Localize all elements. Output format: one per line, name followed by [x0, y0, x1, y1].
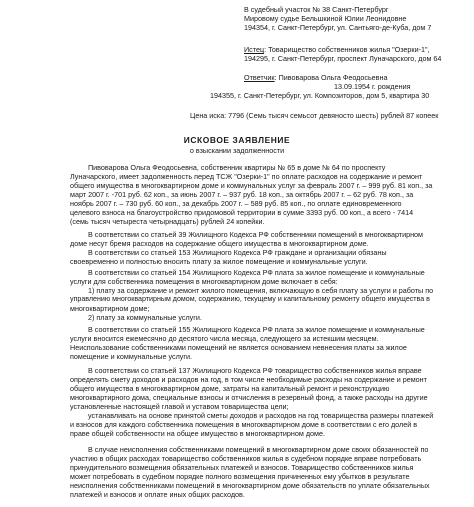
text-line: ноябрь 2007 г. – 730 руб. 60 коп., за декабрь 2007 г. – 589 руб. 85 коп., по оплате единовременного: [70, 199, 402, 208]
defendant-line: [244, 73, 472, 82]
text-line: праве общей собственности на общее имущество в многоквартирном доме.: [70, 429, 325, 438]
court-line: В судебный участок № 38 Санкт-Петербург: [244, 5, 389, 14]
text-line: своевременно и полностью вносить плату за жилое помещение и коммунальные услуги.: [70, 257, 368, 266]
text-line: управлению многоквартирным домом, содержанию, текущему и капитальному ремонту общего имущества в: [70, 295, 430, 303]
document-subtitle: о взыскании задолженности: [189, 146, 285, 155]
text-line: устанавливать на основе принятой сметы доходов и расходов на год товарищества размеры платежей: [88, 411, 434, 420]
text-line: услуги вносится ежемесячно до десятого числа месяца, следующего за истекшим месяцем.: [70, 334, 379, 343]
document-title: ИСКОВОЕ ЗАЯВЛЕНИЕ: [183, 135, 291, 145]
paragraph-debt: [70, 163, 434, 226]
plaintiff-line: [244, 45, 472, 54]
text-line: В соответствии со статьей 153 Жилищного Кодекса РФ граждане и организации обязаны: [88, 248, 387, 257]
text-line: принудительного возмещения обязательных платежей и взносов. Товарищество собственников жилья: [70, 463, 414, 472]
text-line: В соответствии со статьей 137 Жилищного Кодекса РФ товарищество собственников жилья вправе: [88, 366, 422, 375]
text-line: Луначарского, имеет задолженность перед ТСЖ "Озерки-1" по оплате расходов на содержание и ремонт: [70, 172, 423, 181]
text-line: 2) плату за коммунальные услуги.: [88, 313, 202, 322]
text-line: общего имущества в многоквартирном доме и коммунальных услуг за февраль 2007 г. – 999 руб. 81 коп., за: [70, 181, 433, 190]
defendant-birthdate: 13.09.1954 г. рождения: [334, 82, 411, 91]
paragraph-art137: [70, 366, 434, 438]
text-line: Неиспользование собственниками помещений не является основанием невнесения платы за жилое: [70, 343, 407, 352]
text-line: В случае неисполнения собственниками помещений в многоквартирном доме своих обязанностей по: [88, 445, 429, 454]
text-line: многоквартирного дома, специальные взносы и отчисления в резервный фонд, а также расходы на другие: [70, 393, 428, 402]
claim-price: Цена иска: 7796 (Семь тысяч семьсот девяносто шесть) рублей 87 копеек: [190, 111, 439, 120]
plaintiff-label: Истец: [244, 45, 265, 54]
paragraph-art155: [70, 325, 434, 361]
defendant-label: Ответчик: [244, 73, 275, 82]
text-line: Пивоварова Ольга Феодосьевна, собственник квартиры № 65 в доме № 64 по проспекту: [88, 163, 386, 172]
text-line: определять смету доходов и расходов на год, в том числе необходимые расходы на содержание и ремонт: [70, 375, 427, 384]
defendant-name: : Пивоварова Ольга Феодосьевна: [274, 73, 388, 82]
court-line: Мировому судье Бельшкиной Юлии Леонидовне: [244, 14, 407, 23]
text-line: помещение и коммунальные услуги.: [70, 352, 192, 361]
text-line: доме несут бремя расходов на содержание общего имущества в многоквартирном доме.: [70, 239, 369, 248]
text-line: март 2007 г. -701 руб. 62 коп., за июнь 2007 г. – 937 руб. 18 коп., за октябрь 2007 г. – 62 руб. 78 коп., за: [70, 190, 414, 199]
text-line: В соответствии со статьей 39 Жилищного Кодекса РФ собственники помещений в многоквартирном: [88, 230, 423, 239]
text-line: В соответствии со статьей 154 Жилищного Кодекса РФ плата за жилое помещение и коммунальные: [88, 268, 425, 277]
text-line: может потребовать в судебном порядке полного возмещения причиненных ему убытков в результате: [70, 472, 410, 481]
court-address: [244, 5, 472, 32]
text-line: услуги для собственника помещения в многоквартирном доме включает в себя:: [70, 277, 338, 286]
text-line: установленные настоящей главой и уставом товарищества цели;: [70, 402, 289, 411]
plaintiff-block: [244, 45, 472, 63]
text-line: целевого взноса на благоустройство придомовой территории в сумме 3393 руб. 00 коп., а всего - 7414: [70, 208, 414, 217]
plaintiff-name: : Товарищество собственников жилья "Озерки-1",: [264, 45, 430, 54]
text-line: и взносов для каждого собственника помещения в многоквартирном доме в соответствии с его долей в: [70, 420, 418, 429]
paragraph-art154: [70, 268, 434, 322]
text-line: неисполнения собственниками помещений в многоквартирном доме обязательств по уплате обязательных: [70, 481, 430, 490]
defendant-address: 194355, г. Санкт-Петербург, ул. Композиторов, дом 5, квартира 30: [210, 91, 430, 100]
defendant-block: [210, 73, 472, 100]
plaintiff-address: 194295, г. Санкт-Петербург, проспект Луначарского, дом 64: [244, 54, 442, 63]
text-line: многоквартирном доме;: [70, 304, 150, 313]
text-line: участию в общих расходах товарищество собственников жилья в судебном порядке вправе потребовать: [70, 454, 422, 463]
text-line: (семь тысяч четыреста четырнадцать) рублей 24 копейки.: [70, 217, 265, 226]
text-line: общего имущества в многоквартирном доме, затраты на капитальный ремонт и реконструкцию: [70, 384, 390, 393]
text-line: В соответствии со статьей 155 Жилищного Кодекса РФ плата за жилое помещение и коммунальные: [88, 325, 425, 334]
text-line: платежей и взносов и оплате иных общих расходов.: [70, 490, 245, 499]
paragraph-enforcement: [70, 445, 434, 499]
paragraph-art39-153: [70, 230, 434, 266]
text-line: 1) плату за содержание и ремонт жилого помещения, включающую в себя плату за услуги и работы по: [88, 286, 434, 295]
court-line: 194354, г. Санкт-Петербург, ул. Сантьяго-де-Куба, дом 7: [244, 23, 432, 32]
